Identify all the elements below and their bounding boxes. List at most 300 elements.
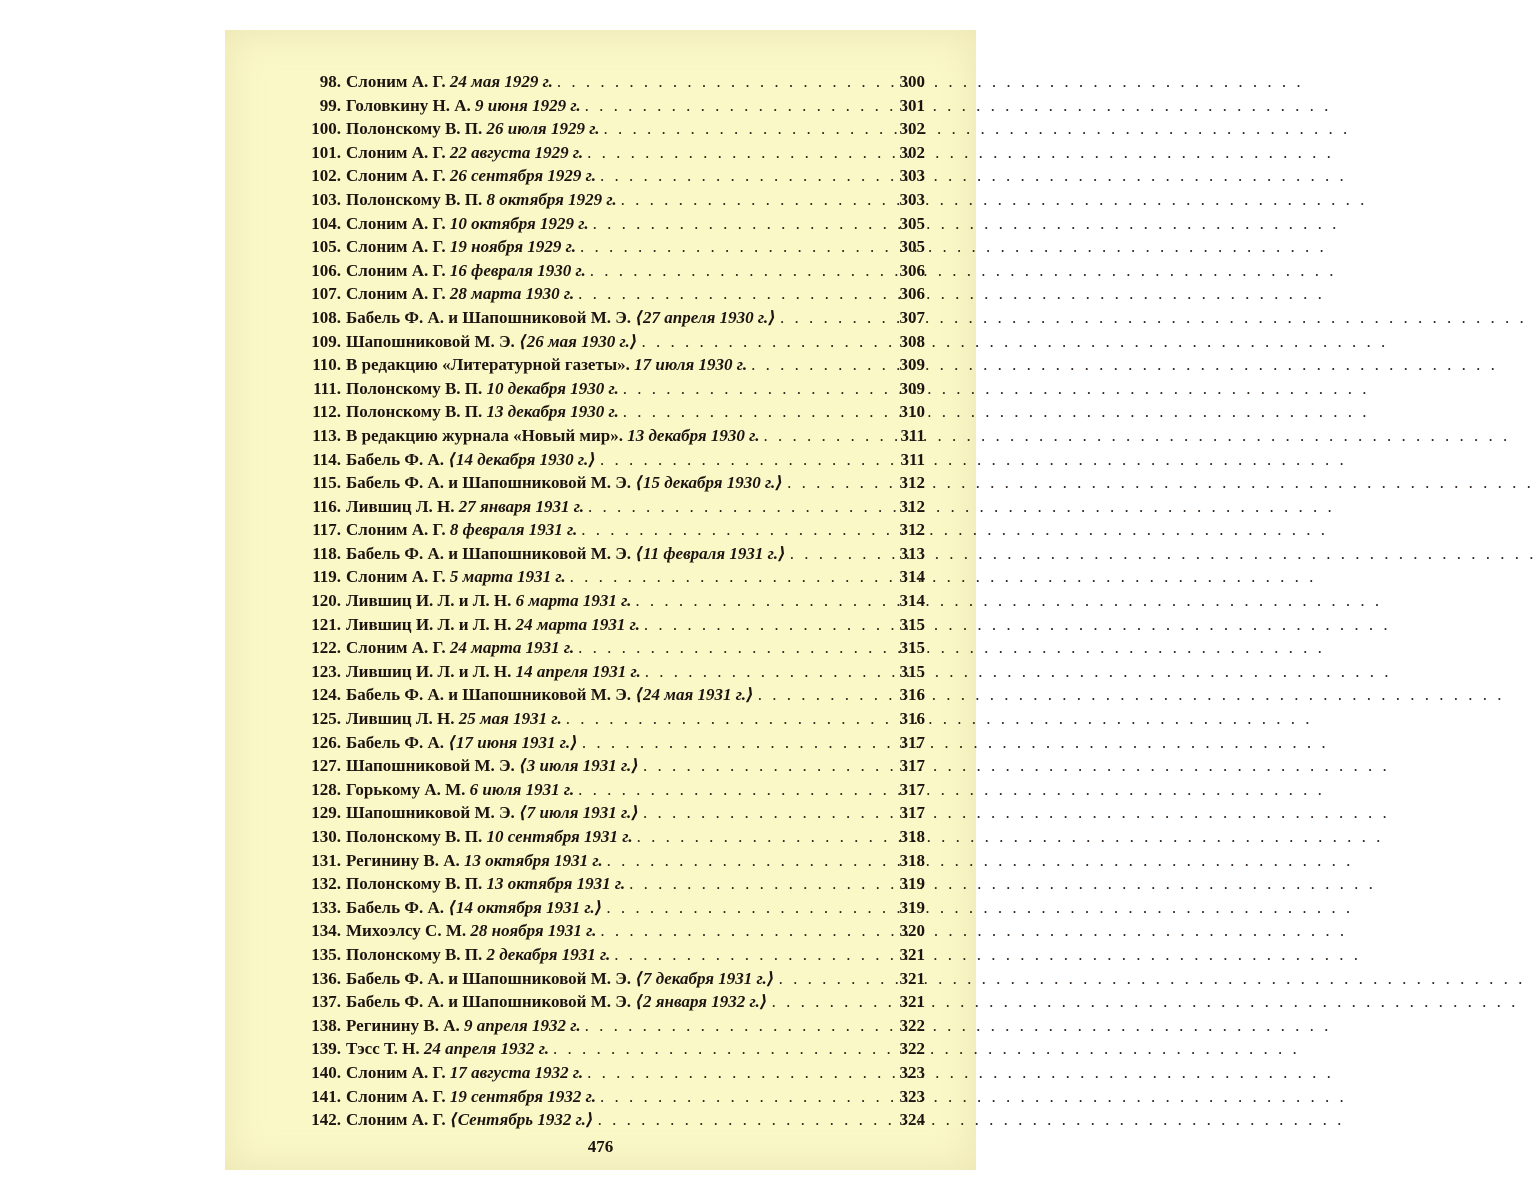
entry-recipient: В редакцию «Литературной газеты». — [346, 355, 630, 375]
entry-number: 140. — [311, 1062, 341, 1082]
entry-page: 323 — [899, 1086, 925, 1106]
entry-number: 113. — [312, 425, 341, 445]
entry-page: 319 — [899, 897, 925, 917]
entry-number: 120. — [311, 591, 341, 611]
entry-recipient: Слоним А. Г. — [346, 72, 446, 91]
dot-leader — [607, 849, 883, 873]
entry-recipient: Бабель Ф. А. и Шапошниковой М. Э. — [346, 992, 632, 1012]
entry-recipient: Полонскому В. П. — [346, 119, 483, 139]
entry-recipient: Регинину В. А. — [346, 1015, 460, 1035]
entry-page: 310 — [899, 402, 925, 422]
dot-leader — [642, 330, 883, 354]
toc-entry — [295, 353, 925, 377]
entry-number: 132. — [311, 874, 341, 894]
entry-text — [346, 731, 578, 755]
toc-entry — [295, 70, 925, 94]
dot-leader — [645, 660, 883, 684]
entry-recipient: Слоним А. Г. — [346, 142, 446, 162]
entry-date: ⟨14 октября 1931 г.⟩ — [448, 897, 603, 917]
entry-date: 8 февраля 1931 г. — [449, 520, 578, 540]
entry-recipient: Слоним А. Г. — [346, 520, 446, 540]
entry-date: ⟨2 января 1932 г.⟩ — [635, 992, 768, 1012]
entry-date: ⟨24 мая 1931 г.⟩ — [635, 685, 754, 705]
toc-entry — [295, 731, 925, 755]
entry-recipient: Бабель Ф. А. и Шапошниковой М. Э. — [346, 968, 632, 988]
entry-recipient: Полонскому В. П. — [346, 378, 483, 398]
toc-entry — [295, 967, 925, 991]
entry-recipient: Горькому А. М. — [346, 779, 466, 799]
dot-leader — [779, 967, 883, 991]
entry-recipient: Слоним А. Г. — [346, 260, 446, 280]
entry-page: 311 — [900, 425, 925, 445]
entry-number: 105. — [311, 237, 341, 257]
entry-date: 19 ноября 1929 г. — [449, 237, 576, 257]
entry-recipient: Бабель Ф. А. — [346, 732, 444, 752]
entry-date: 8 октября 1929 г. — [486, 189, 617, 209]
dot-leader — [570, 565, 883, 589]
entry-page: 305 — [899, 237, 925, 257]
entry-recipient: Шапошниковой М. Э. — [346, 756, 515, 776]
entry-text — [346, 849, 603, 873]
toc-entry — [295, 636, 925, 660]
entry-date: 24 мая 1929 г. — [449, 72, 553, 91]
toc-entry — [295, 259, 925, 283]
entry-text — [346, 1014, 581, 1038]
entry-page: 320 — [899, 921, 925, 941]
entry-page: 312 — [899, 496, 925, 516]
entry-date: 17 июля 1930 г. — [634, 355, 748, 375]
entry-date: 6 июля 1931 г. — [469, 779, 575, 799]
entry-number: 117. — [312, 520, 341, 540]
toc-entry — [295, 235, 925, 259]
toc-entry — [295, 400, 925, 424]
dot-leader — [578, 778, 883, 802]
dot-leader — [623, 377, 883, 401]
entry-recipient: Бабель Ф. А. и Шапошниковой М. Э. — [346, 307, 632, 327]
entry-text — [346, 542, 786, 566]
toc-entry — [295, 518, 925, 542]
entry-date: 24 марта 1931 г. — [449, 638, 575, 658]
entry-page: 301 — [899, 95, 925, 115]
entry-number: 138. — [311, 1015, 341, 1035]
entry-number: 127. — [311, 756, 341, 776]
entry-page: 315 — [899, 638, 925, 658]
entry-text — [346, 1085, 596, 1109]
entry-text — [346, 707, 562, 731]
entry-number: 106. — [311, 260, 341, 280]
toc-entry — [295, 825, 925, 849]
dot-leader — [600, 1085, 883, 1109]
toc-entry — [295, 660, 925, 684]
entry-date: 2 декабря 1931 г. — [486, 944, 611, 964]
entry-number: 108. — [311, 307, 341, 327]
entry-number: 118. — [312, 543, 341, 563]
entry-page: 303 — [899, 166, 925, 186]
entry-date: ⟨3 июля 1931 г.⟩ — [519, 756, 640, 776]
entry-recipient: Слоним А. Г. — [346, 567, 446, 587]
entry-page: 317 — [899, 756, 925, 776]
entry-number: 135. — [311, 944, 341, 964]
entry-text — [346, 919, 596, 943]
toc-entry — [295, 801, 925, 825]
entry-page: 315 — [899, 661, 925, 681]
entry-text — [346, 872, 625, 896]
entry-recipient: Слоним А. Г. — [346, 1110, 446, 1130]
entry-number: 101. — [311, 142, 341, 162]
entry-recipient: Слоним А. Г. — [346, 284, 446, 304]
entry-date: 24 марта 1931 г. — [515, 614, 640, 634]
entry-text — [346, 896, 602, 920]
entry-recipient: Бабель Ф. А. — [346, 449, 444, 469]
entry-number: 119. — [312, 567, 341, 587]
toc-entry — [295, 306, 925, 330]
entry-recipient: Шапошниковой М. Э. — [346, 331, 515, 351]
entry-number: 111. — [313, 378, 341, 398]
entry-text — [346, 424, 759, 448]
dot-leader — [758, 683, 883, 707]
toc-entry — [295, 330, 925, 354]
entry-recipient: Бабель Ф. А. и Шапошниковой М. Э. — [346, 685, 632, 705]
entry-recipient: Полонскому В. П. — [346, 402, 483, 422]
entry-text — [346, 188, 617, 212]
entry-number: 133. — [311, 897, 341, 917]
entry-number: 115. — [312, 473, 341, 493]
toc-entry — [295, 1037, 925, 1061]
entry-page: 314 — [899, 591, 925, 611]
entry-date: ⟨27 апреля 1930 г.⟩ — [635, 307, 776, 327]
entry-recipient: Слоним А. Г. — [346, 638, 446, 658]
entry-recipient: Лившиц И. Л. и Л. Н. — [346, 591, 512, 611]
entry-text — [346, 330, 638, 354]
entry-recipient: Лившиц И. Л. и Л. Н. — [346, 614, 512, 634]
dot-leader — [604, 117, 884, 141]
dot-leader — [585, 1014, 883, 1038]
dot-leader — [644, 613, 883, 637]
toc-entry — [295, 1014, 925, 1038]
entry-text — [346, 353, 747, 377]
dot-leader — [582, 731, 883, 755]
entry-recipient: Головкину Н. А. — [346, 95, 471, 115]
dot-leader — [772, 990, 883, 1014]
dot-leader — [587, 141, 883, 165]
entry-page: 316 — [899, 685, 925, 705]
entry-number: 131. — [311, 850, 341, 870]
entry-text — [346, 400, 619, 424]
entry-date: 25 мая 1931 г. — [458, 709, 562, 729]
entry-number: 130. — [311, 827, 341, 846]
toc-entry — [295, 589, 925, 613]
entry-text — [346, 967, 775, 991]
dot-leader — [751, 353, 883, 377]
entry-number: 121. — [311, 614, 341, 634]
entry-text — [346, 943, 610, 967]
entry-date: 19 сентября 1932 г. — [449, 1086, 596, 1106]
toc-entry — [295, 872, 925, 896]
entry-page: 317 — [899, 779, 925, 799]
entry-date: ⟨14 декабря 1930 г.⟩ — [448, 449, 596, 469]
entry-date: 17 августа 1932 г. — [449, 1062, 584, 1082]
entry-text — [346, 235, 576, 259]
entry-text — [346, 141, 583, 165]
entry-number: 103. — [311, 189, 341, 209]
entry-page: 306 — [899, 284, 925, 304]
dot-leader — [578, 282, 883, 306]
dot-leader — [790, 542, 883, 566]
entry-date: 10 октября 1929 г. — [449, 213, 589, 233]
entry-date: 13 декабря 1930 г. — [627, 425, 760, 445]
entry-recipient: В редакцию журнала «Новый мир». — [346, 425, 623, 445]
entry-recipient: Лившиц Л. Н. — [346, 709, 455, 729]
entry-text — [346, 448, 596, 472]
entry-text — [346, 565, 566, 589]
dot-leader — [643, 801, 883, 825]
dot-leader — [763, 424, 883, 448]
toc-entry — [295, 495, 925, 519]
entry-number: 139. — [311, 1039, 341, 1059]
entry-text — [346, 1037, 549, 1061]
entry-date: ⟨11 февраля 1931 г.⟩ — [635, 543, 786, 563]
entry-number: 126. — [311, 732, 341, 752]
entry-recipient: Полонскому В. П. — [346, 944, 483, 964]
entry-recipient: Полонскому В. П. — [346, 827, 483, 846]
entry-text — [346, 94, 581, 118]
entry-text — [346, 636, 574, 660]
entry-date: 10 декабря 1930 г. — [486, 378, 619, 398]
toc-entry — [295, 212, 925, 236]
toc-entry — [295, 613, 925, 637]
toc-entry — [295, 990, 925, 1014]
dot-leader — [598, 1108, 883, 1132]
toc-entry — [295, 565, 925, 589]
dot-leader — [606, 896, 883, 920]
entry-text — [346, 990, 768, 1014]
entry-date: 26 сентября 1929 г. — [449, 166, 596, 186]
dot-leader — [600, 164, 883, 188]
entry-text — [346, 212, 589, 236]
entry-recipient: Бабель Ф. А. и Шапошниковой М. Э. — [346, 473, 632, 493]
entry-date: 13 октября 1931 г. — [463, 850, 603, 870]
toc-entry — [295, 424, 925, 448]
entry-page: 318 — [899, 850, 925, 870]
entry-recipient: Полонскому В. П. — [346, 189, 483, 209]
entry-date: 28 ноября 1931 г. — [470, 921, 597, 941]
entry-page: 321 — [899, 992, 925, 1012]
toc-entry — [295, 943, 925, 967]
entry-number: 107. — [311, 284, 341, 304]
toc-entry — [295, 919, 925, 943]
entry-text — [346, 660, 641, 684]
entry-number: 122. — [311, 638, 341, 658]
entry-number: 137. — [311, 992, 341, 1012]
toc-entry — [295, 1061, 925, 1085]
toc-entry — [295, 448, 925, 472]
entry-number: 142. — [311, 1110, 341, 1130]
entry-page: 300 — [899, 72, 925, 91]
dot-leader — [614, 943, 883, 967]
entry-page: 311 — [900, 449, 925, 469]
entry-recipient: Регинину В. А. — [346, 850, 460, 870]
entry-text — [346, 801, 639, 825]
entry-recipient: Полонскому В. П. — [346, 874, 483, 894]
entry-number: 98. — [319, 72, 341, 91]
entry-page: 312 — [899, 520, 925, 540]
toc-entry — [295, 1108, 925, 1132]
entry-text — [346, 495, 584, 519]
entry-page: 319 — [899, 874, 925, 894]
toc-entry — [295, 164, 925, 188]
entry-page: 323 — [899, 1062, 925, 1082]
entry-text — [346, 70, 553, 94]
dot-leader — [587, 1061, 883, 1085]
entry-date: 22 августа 1929 г. — [449, 142, 584, 162]
entry-date: 16 февраля 1930 г. — [449, 260, 586, 280]
dot-leader — [637, 825, 883, 849]
entry-page: 303 — [899, 189, 925, 209]
toc-entry — [295, 94, 925, 118]
entry-text — [346, 282, 574, 306]
entry-text — [346, 589, 631, 613]
toc-entry — [295, 1085, 925, 1109]
entry-text — [346, 683, 754, 707]
entry-page: 315 — [899, 614, 925, 634]
entry-text — [346, 259, 586, 283]
entry-page: 309 — [899, 378, 925, 398]
toc-entry — [295, 778, 925, 802]
entry-text — [346, 518, 577, 542]
dot-leader — [621, 188, 883, 212]
toc-entry — [295, 683, 925, 707]
entry-page: 302 — [899, 119, 925, 139]
entry-date: 24 апреля 1932 г. — [423, 1039, 549, 1059]
entry-date: 28 марта 1930 г. — [449, 284, 575, 304]
entry-recipient: Слоним А. Г. — [346, 166, 446, 186]
dot-leader — [643, 754, 883, 778]
dot-leader — [588, 495, 883, 519]
dot-leader — [581, 518, 883, 542]
dot-leader — [593, 212, 883, 236]
dot-leader — [580, 235, 883, 259]
entry-number: 112. — [312, 402, 341, 422]
entry-text — [346, 754, 639, 778]
entry-page: 305 — [899, 213, 925, 233]
entry-page: 317 — [899, 803, 925, 823]
entry-text — [346, 471, 783, 495]
entry-number: 141. — [311, 1086, 341, 1106]
dot-leader — [600, 919, 883, 943]
entry-date: 9 июня 1929 г. — [475, 95, 581, 115]
entry-page: 306 — [899, 260, 925, 280]
entry-date: ⟨7 декабря 1931 г.⟩ — [635, 968, 775, 988]
entry-page: 313 — [899, 543, 925, 563]
entry-date: 14 апреля 1931 г. — [515, 661, 641, 681]
entry-date: 9 апреля 1932 г. — [463, 1015, 581, 1035]
entry-page: 307 — [899, 307, 925, 327]
entry-recipient: Лившиц И. Л. и Л. Н. — [346, 661, 512, 681]
entry-text — [346, 1061, 583, 1085]
dot-leader — [635, 589, 883, 613]
toc-entry — [295, 707, 925, 731]
entry-page: 302 — [899, 142, 925, 162]
entry-date: ⟨Сентябрь 1932 г.⟩ — [449, 1110, 594, 1130]
entry-recipient: Бабель Ф. А. — [346, 897, 444, 917]
table-of-contents — [295, 70, 925, 1132]
entry-page: 324 — [899, 1110, 925, 1130]
entry-recipient: Тэсс Т. Н. — [346, 1039, 420, 1059]
entry-page: 316 — [899, 709, 925, 729]
entry-number: 124. — [311, 685, 341, 705]
entry-text — [346, 1108, 594, 1132]
toc-entry — [295, 377, 925, 401]
entry-text — [346, 164, 596, 188]
dot-leader — [623, 400, 883, 424]
entry-date: ⟨17 июня 1931 г.⟩ — [448, 732, 578, 752]
dot-leader — [557, 70, 883, 94]
entry-date: ⟨26 мая 1930 г.⟩ — [519, 331, 638, 351]
toc-entry — [295, 754, 925, 778]
entry-number: 125. — [311, 709, 341, 729]
toc-entry — [295, 896, 925, 920]
toc-entry — [295, 849, 925, 873]
dot-leader — [600, 448, 883, 472]
dot-leader — [629, 872, 883, 896]
entry-recipient: Лившиц Л. Н. — [346, 496, 455, 516]
entry-text — [346, 613, 640, 637]
entry-page: 317 — [899, 732, 925, 752]
entry-recipient: Михоэлсу С. М. — [346, 921, 467, 941]
dot-leader — [566, 707, 883, 731]
entry-recipient: Шапошниковой М. Э. — [346, 803, 515, 823]
entry-number: 110. — [312, 355, 341, 375]
entry-recipient: Слоним А. Г. — [346, 213, 446, 233]
entry-number: 99. — [319, 95, 341, 115]
entry-page: 314 — [899, 567, 925, 587]
entry-page: 308 — [899, 331, 925, 351]
entry-recipient: Слоним А. Г. — [346, 237, 446, 257]
entry-recipient: Слоним А. Г. — [346, 1062, 446, 1082]
entry-page: 309 — [899, 355, 925, 375]
entry-number: 100. — [311, 119, 341, 139]
page-number: 476 — [587, 1137, 614, 1156]
entry-page: 322 — [899, 1039, 925, 1059]
toc-entry — [295, 117, 925, 141]
entry-number: 134. — [311, 921, 341, 941]
entry-number: 136. — [311, 968, 341, 988]
entry-page: 322 — [899, 1015, 925, 1035]
entry-text — [346, 377, 619, 401]
entry-text — [346, 825, 633, 849]
dot-leader — [578, 636, 883, 660]
entry-number: 128. — [311, 779, 341, 799]
entry-date: 5 марта 1931 г. — [449, 567, 566, 587]
toc-entry — [295, 471, 925, 495]
entry-recipient: Бабель Ф. А. и Шапошниковой М. Э. — [346, 543, 632, 563]
book-page — [225, 30, 976, 1170]
dot-leader — [585, 94, 883, 118]
entry-text — [346, 778, 574, 802]
entry-page: 321 — [899, 968, 925, 988]
entry-date: ⟨7 июля 1931 г.⟩ — [519, 803, 640, 823]
entry-date: 10 сентября 1931 г. — [486, 827, 633, 846]
entry-text — [346, 306, 776, 330]
toc-entry — [295, 188, 925, 212]
entry-date: ⟨15 декабря 1930 г.⟩ — [635, 473, 784, 493]
dot-leader — [590, 259, 883, 283]
entry-text — [346, 117, 600, 141]
entry-number: 123. — [311, 661, 341, 681]
entry-date: 27 января 1931 г. — [458, 496, 584, 516]
entry-number: 116. — [312, 496, 341, 516]
entry-number: 104. — [311, 213, 341, 233]
